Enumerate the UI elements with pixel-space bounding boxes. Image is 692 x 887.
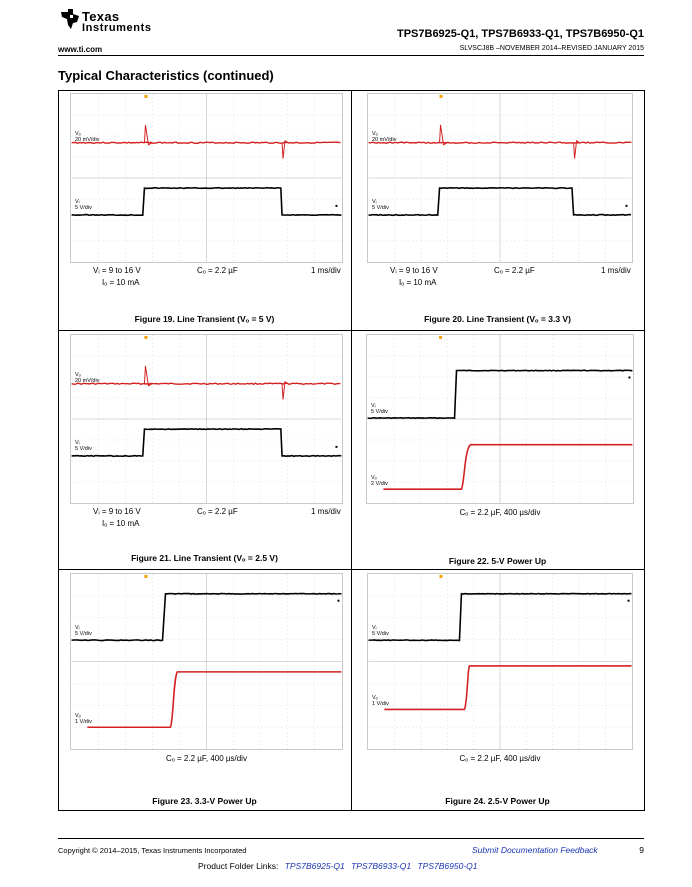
figure-caption: Figure 21. Line Transient (Vₒ = 2.5 V) (131, 553, 278, 563)
output-trace (369, 142, 632, 143)
ref-marker (628, 600, 630, 602)
ref-marker (335, 205, 337, 207)
condition-cout: Cₒ = 2.2 µF (494, 266, 535, 275)
output-trace (72, 383, 341, 384)
scope-svg (368, 574, 632, 749)
links-label: Product Folder Links: (198, 861, 279, 871)
scope-graticule (72, 574, 342, 749)
oscilloscope-plot (366, 334, 634, 504)
condition-iout: Iₒ = 10 mA (102, 278, 140, 287)
output-trace (383, 445, 632, 489)
condition-iout: Iₒ = 10 mA (102, 519, 140, 528)
scope-svg (367, 335, 633, 503)
trigger-marker (144, 95, 147, 98)
overshoot-spike (440, 125, 448, 145)
channel-label-output: Vₒ 2 V/div (371, 475, 388, 487)
condition-vin: Vᵢ = 9 to 16 V (93, 507, 141, 516)
ti-logo-icon (60, 8, 80, 30)
page-number: 9 (639, 845, 644, 855)
product-link-6925[interactable]: TPS7B6925-Q1 (284, 861, 345, 871)
scope-graticule (72, 335, 342, 503)
figure-caption: Figure 20. Line Transient (Vₒ = 3.3 V) (424, 314, 571, 324)
channel-label-output: Vₒ 1 V/div (372, 695, 389, 707)
ti-logo (60, 8, 170, 36)
product-folder-links (198, 861, 478, 871)
ref-marker (626, 205, 628, 207)
channel-label-input: Vᵢ 5 V/div (372, 625, 389, 637)
scope-svg (71, 335, 342, 503)
condition-vin: Vᵢ = 9 to 16 V (93, 266, 141, 275)
scope-svg (71, 574, 342, 749)
overshoot-spike (144, 366, 152, 386)
channel-label-input: Vᵢ 5 V/div (75, 440, 92, 453)
document-id: SLVSCJ8B –NOVEMBER 2014–REVISED JANUARY 2015 (459, 45, 644, 52)
oscilloscope-plot (70, 573, 343, 750)
figure-caption: Figure 23. 3.3-V Power Up (152, 796, 257, 806)
condition-timebase: 1 ms/div (311, 266, 341, 275)
figure-caption: Figure 19. Line Transient (Vₒ = 5 V) (134, 314, 275, 324)
oscilloscope-plot (367, 93, 633, 263)
scope-graticule (369, 574, 632, 749)
scope-graticule (368, 335, 633, 503)
condition-cout: Cₒ = 2.2 µF (197, 507, 238, 516)
condition-timebase: 1 ms/div (311, 507, 341, 516)
oscilloscope-plot (367, 573, 633, 750)
condition-iout: Iₒ = 10 mA (399, 278, 437, 287)
output-trace (384, 666, 631, 710)
ref-marker (338, 600, 340, 602)
trigger-marker (440, 575, 443, 578)
scope-graticule (369, 94, 632, 262)
output-trace (72, 142, 341, 143)
part-numbers: TPS7B6925-Q1, TPS7B6933-Q1, TPS7B6950-Q1 (396, 28, 644, 40)
trigger-marker (440, 95, 443, 98)
trigger-marker (439, 336, 442, 339)
logo-line-2: Instruments (82, 22, 152, 34)
condition-vin: Vᵢ = 9 to 16 V (390, 266, 438, 275)
scope-svg (368, 94, 632, 262)
condition-cout: Cₒ = 2.2 µF (197, 266, 238, 275)
channel-label-input: Vᵢ 5 V/div (75, 625, 92, 637)
site-link[interactable]: www.ti.com (58, 45, 103, 54)
channel-label-input: Vᵢ 5 V/div (75, 199, 92, 212)
condition-summary: Cₒ = 2.2 µF, 400 µs/div (166, 754, 247, 763)
channel-label-output: Vₒ 1 V/div (75, 713, 92, 725)
input-trace (369, 188, 631, 216)
section-title: Typical Characteristics (continued) (58, 68, 274, 83)
product-link-6933[interactable]: TPS7B6933-Q1 (351, 861, 412, 871)
logo-line-1: Texas (82, 9, 120, 24)
channel-label-input: Vᵢ 5 V/div (372, 199, 389, 212)
figure-caption: Figure 22. 5-V Power Up (448, 556, 547, 566)
trigger-marker (144, 336, 147, 339)
condition-timebase: 1 ms/div (601, 266, 631, 275)
header-rule (58, 55, 644, 56)
ref-marker (335, 446, 337, 448)
product-link-6950[interactable]: TPS7B6950-Q1 (417, 861, 478, 871)
channel-label-output: Vₒ 20 mV/div (75, 372, 100, 385)
figure-caption: Figure 24. 2.5-V Power Up (445, 796, 550, 806)
submit-feedback-link[interactable]: Submit Documentation Feedback (472, 845, 598, 855)
copyright: Copyright © 2014–2015, Texas Instruments Incorporated (58, 846, 247, 855)
channel-label-output: Vₒ 20 mV/div (372, 131, 397, 144)
output-trace (87, 672, 341, 727)
channel-label-output: Vₒ 20 mV/div (75, 131, 100, 144)
footer-rule (58, 838, 644, 839)
oscilloscope-plot (70, 334, 343, 504)
trigger-marker (144, 575, 147, 578)
ref-marker (628, 377, 630, 379)
condition-summary: Cₒ = 2.2 µF, 400 µs/div (459, 508, 541, 517)
condition-summary: Cₒ = 2.2 µF, 400 µs/div (459, 754, 541, 763)
channel-label-input: Vᵢ 5 V/div (371, 403, 388, 415)
oscilloscope-plot (70, 93, 343, 263)
scope-svg (71, 94, 342, 262)
scope-graticule (72, 94, 342, 262)
